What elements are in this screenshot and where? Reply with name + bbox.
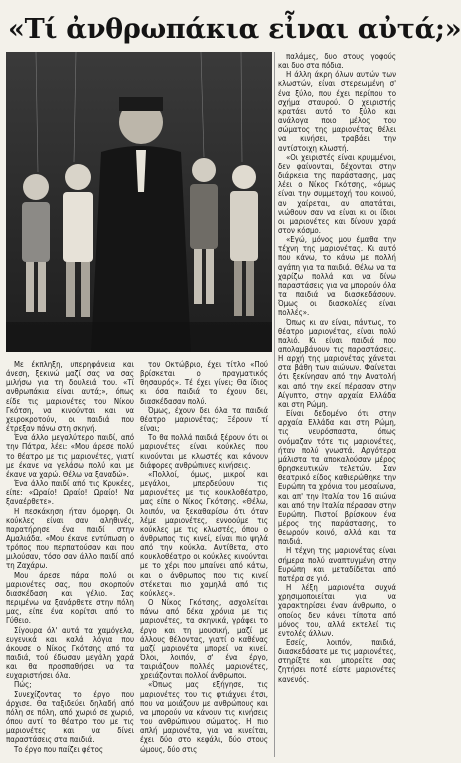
paragraph: Είναι δεδομένο ότι στην αρχαία Ελλάδα και στη Ρώμη, τις νευρόσπαστα, όπως ονόμαζαν τότε τις μαριονέτες, ήταν πολύ γνωστά. Αργότερα μάλιστα τα αποκαλούσαν μέρος θρησκευτικών τελετών. Σαν θεατρικό είδος καθιερώθηκε την Ευρώπη τα χρόνια του μεσαίωνα, και απ' την Ιταλία τον 16 αιώνα και από την Ιταλία πέρασαν στην Ευρώπη. Πιστοί βρίσκουν ένα μέρος της παράστασης, το θεωρούν κοινό, αλλά και τα παιδιά.: [278, 409, 396, 547]
paragraph: «Εγώ, μόνος μου έμαθα την τέχνη της μαριονέτας. Κι αυτό που κάνω, το κάνω με πολλή αγάπη για τα παιδιά. Θέλω να τα χαρίζω πολλά και να δίνω παραστάσεις για να μπορούν όλα τα παιδιά να διασκεδάσουν. Όμως οι διασκολίες είναι πολλές».: [278, 235, 396, 318]
paragraph: Η λέξη μαριονέτα συχνά χρησιμοποιείται για να χαρακτηρίσει έναν άνθρωπο, ο οποίος δεν κάνει τίποτα από μόνος του, αλλά εκτελεί τις εντολές άλλων.: [278, 583, 396, 638]
paragraph: «Οι χειριστές είναι κρυμμένοι, δεν φαίνονται, δέχονται στην διάρκεια της παράστασης, μας λέει ο Νίκος Γκότσης, «όμως είναι την συμμετοχή του κοινού, αν χαίρεται, αν απατάται, νιώθουν σαν να είναι κι οι ίδιοι οι μαριονέτες και δίνουν χαρά στον κόσμο.: [278, 152, 396, 235]
paragraph: Η πεσκάκηση ήταν όμορφη. Οι κούκλες είναι σαν αληθινές, παρατήρησε ένα παιδί στην Αμαλιάδα. «Μου έκανε εντύπωση ο τρόπος που περπατούσαν και που μιλούσαν, τόσο σαν άλλο παιδί από τη Ζαχάρω.: [6, 506, 134, 571]
article-column-left: [6, 360, 134, 760]
paragraph: Με έκπληξη, υπερηφάνεια και άνεση, ξεκινώ μαζί σας να σας μιλήσω για τη δουλειά του. «Τί ανθρωπάκια είναι αυτά;», όπως είδε τις μαριονέτες του Νίκου Γκότση, να κινούνται και να χειροκροτούν, οι παιδιά που έτρεξαν πάνω στη σκηνή.: [6, 360, 134, 434]
paragraph: Μου άρεσε πάρα πολύ οι μαριονέτες σας, που σκορπούν διασκέδαση και γέλιο. Σας περιμένω να ξανάρθετε στην πόλη μας, είπε ένα κορίτσι από το Γύθειο.: [6, 570, 134, 626]
paragraph: Εσείς, λοιπόν, παιδιά, διασκεδάσατε με τις μαριονέτες, στηρίξτε και μπορείτε σας ζητήσει ποτέ είστε μαριονέτες κανενός.: [278, 638, 396, 684]
headline: «Τί ἀνθρωπάκια εἶναι αὐτά;»: [8, 14, 461, 45]
column-rule: [274, 52, 275, 757]
paragraph: Το θα πολλά παιδιά ξέρουν ότι οι μαριονέτες είναι κούκλες που κινούνται με κλωστές και κάνουν διάφορες ανθρώπινες κινήσεις.: [140, 433, 268, 470]
article-column-middle: [140, 360, 268, 760]
article-column-right: [278, 52, 396, 760]
paragraph: Συνεχίζοντας το έργο που άρχισε. Θα ταξιδεύει δηλαδή από πόλη σε πόλη, από χωριό σε χωριό, όπου αντί το θέατρο του με τις μαριονέτες και να δίνει παραστάσεις στα παιδιά.: [6, 689, 134, 745]
paragraph: τον Οκτώβριο, έχει τίτλο «Πού βρίσκεται ο πραγματικός θησαυρός». Τέ έχει γίνει; Θα ίδιος κι όσα παιδιά το έχουν δει, διασκέδασαν πολύ.: [140, 360, 268, 406]
paragraph: Όπως κι αν είναι, πάντως, το θέατρο μαριονέτας, είναι πολύ παλιό. Κι είναι παιδιά που απολαμβάνουν τις παραστάσεις. Η αρχή της μαριονέτας χάνεται στα βάθη των αιώνων. Φαίνεται ότι ξεκίνησαν από την Ανατολή και από την εκεί πέρασαν στην Αίγυπτο, στην αρχαία Ελλάδα και στη Ρώμη.: [278, 317, 396, 409]
paragraph: Ο Νίκος Γκότσης, ασχολείται πάνω από δέκα χρόνια με τις μαριονέτες, τα σκηνικά, γράφει το έργο και τη μουσική, μαζί με άλλους θέλοντας, γιατί ο καθένας μαζί μαριονέτα μπορεί να κινεί. Όλοι, λοιπόν, σ' ένα έργο, ταιριάζουν πολλές μαριονέτες, χρειάζονται πολλοί άνθρωποι.: [140, 598, 268, 681]
paragraph: Η τέχνη της μαριονέτας είναι σήμερα πολύ αναπτυγμένη στην Ευρώπη και μεταδίδεται από πατέρα σε γιό.: [278, 546, 396, 583]
paragraph: «Όπως μας εξήγησε, τις μαριονέτες του τις φτιάχνει έτσι, που να μοιάζουν με ανθρώπους και να μπορούν να κάνουν τις κινήσεις του ανθρώπινου σώματος. Η πιο απλή μαριονέτα, για να κινείται, έχει δύο στο κεφάλι, δύο στους ώμους, δύο στις: [140, 680, 268, 754]
paragraph: Ένα άλλο μεγαλύτερο παιδί, από την Πάτρα, λέει: «Μου άρεσε πολύ το θέατρο με τις μαριονέτες, γιατί με έκανε να γελάσω πολύ και με έκανε να χαρώ. Θέλω να ξαναδώ».: [6, 433, 134, 479]
paragraph: Σίγουρα όλ' αυτά τα χαμόγελα, ευγενικά και καλά λόγια που άκουσε ο Νίκος Γκότσης από τα παιδιά, τού έδωσαν μεγάλη χαρά και θα προσπαθήσει να τα ευχαριστήσει όλα.: [6, 625, 134, 681]
photo-illustration: [6, 52, 272, 352]
paragraph: Το έργο που παίζει φέτος: [14, 744, 103, 754]
paragraph: Πώς;: [14, 680, 32, 690]
paragraph: Η άλλη άκρη όλων αυτών των κλωστών, είναι στερεωμένη σ' ένα ξύλο, που έχει περίπου το σχήμα σταυρού. Ο χειριστής κρατάει αυτό το ξύλο και ανάλογα ποιο μέλος του σώματος της μαριονέτας θέλει να κινήσει, τραβάει την αντίστοιχη κλωστή.: [278, 70, 396, 153]
paragraph: Όμως, έχουν δει όλα τα παιδιά θέατρο μαριονέτας; Ξέρουν τί είναι;: [140, 405, 268, 434]
paragraph: παλάμες, δυο στους γοφούς και δυο στα πόδια.: [278, 52, 396, 71]
marionettes-photo: [6, 52, 272, 352]
paragraph: «Πολλοί, όμως, μικροί και μεγάλοι, μπερδεύουν τις μαριονέτες με τις κουκλοθέατρο, μας είπε ο Νίκος Γκότσης. «Θέλω, λοιπόν, να ξεκαθαρίσω ότι όταν λέμε μαριονέτες, εννοούμε τις κούκλες με τις κλωστές, όπου ο άνθρωπος τις κινεί, είναι πιο ψηλά από την κούκλα. Αντίθετα, στο κουκλοθέατρο οι κούκλες κινούνται με το χέρι που μπαίνει από κάτω, και ο άνθρωπος που τις κινεί στέκεται πιο χαμηλά από τις κούκλες».: [140, 469, 268, 598]
paragraph: Ένα άλλο παιδί από τις Κρυκέες, είπε: «Ωραίο! Ωραίο! Ωραίο! Να ξαναέρθετε».: [6, 479, 134, 507]
